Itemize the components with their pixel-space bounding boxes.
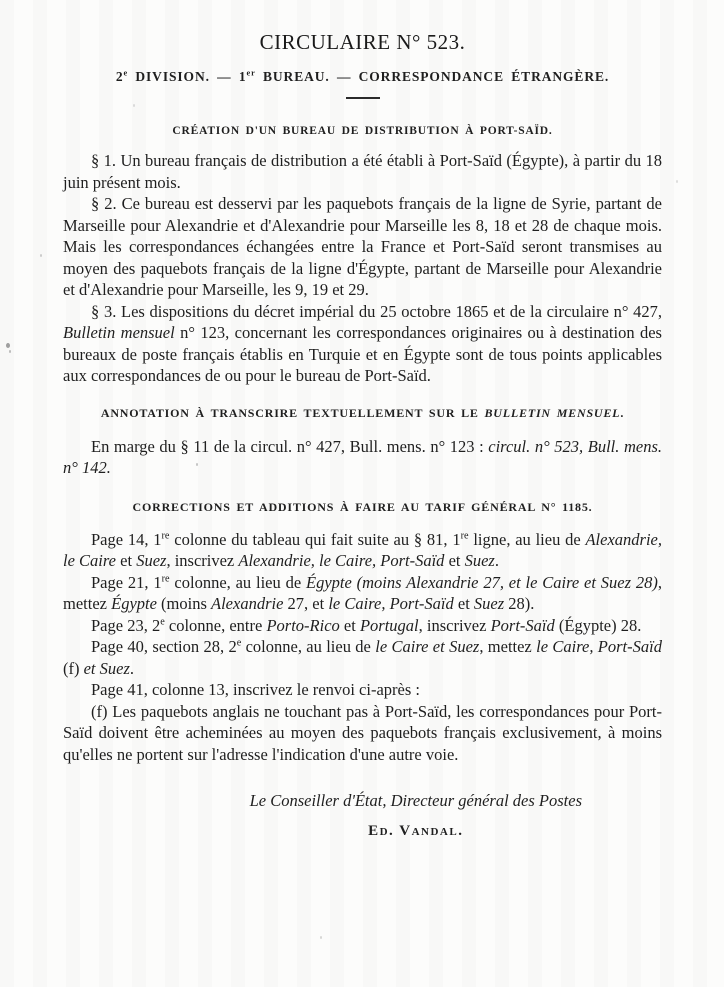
paragraph-correction-page-21: Page 21, 1re colonne, au lieu de Égypte (moins Alexandrie 27, et le Caire et Suez 28), mettez Égypte (moins Alexandrie 27, et le Caire, Port-Saïd et Suez 28). (63, 572, 662, 613)
signature-name: Ed. Vandal. (368, 823, 464, 839)
signature-block (250, 791, 582, 840)
paragraph-correction-page-41: Page 41, colonne 13, inscrivez le renvoi ci-après : (91, 680, 420, 699)
circular-title: CIRCULAIRE N° 523. (259, 30, 466, 54)
heading-creation-bureau: CRÉATION D'UN BUREAU DE DISTRIBUTION À PORT-SAÏD. (172, 125, 553, 137)
signature-role: Le Conseiller d'État, Directeur général des Postes (249, 791, 582, 810)
paragraph-article-3: § 3. Les dispositions du décret impérial du 25 octobre 1865 et de la circulaire n° 427, Bulletin mensuel n° 123, concernant les correspondances originaires ou à destination des bureaux de poste français établis en Turquie et en Égypte sont de tous points applicables aux correspondances de ou pour le bureau de Port-Saïd. (63, 301, 662, 385)
paragraph-article-1: § 1. Un bureau français de distribution a été établi à Port-Saïd (Égypte), à partir du 18 juin présent mois. (63, 151, 662, 192)
annotation-section (63, 436, 662, 479)
paragraph-correction-page-40: Page 40, section 28, 2e colonne, au lieu de le Caire et Suez, mettez le Caire, Port-Saïd (f) et Suez. (63, 637, 662, 678)
paragraph-correction-page-23: Page 23, 2e colonne, entre Porto-Rico et Portugal, inscrivez Port-Saïd (Égypte) 28. (91, 615, 642, 635)
scan-speck-marks (0, 0, 2, 3)
paragraph-correction-page-14: Page 14, 1re colonne du tableau qui fait suite au § 81, 1re ligne, au lieu de Alexandrie, le Caire et Suez, inscrivez Alexandrie, le Caire, Port-Saïd et Suez. (63, 529, 662, 570)
division-bureau-subtitle: 2e DIVISION. — 1er BUREAU. — CORRESPONDANCE ÉTRANGÈRE. (115, 68, 610, 84)
paragraph-footnote-f: (f) Les paquebots anglais ne touchant pas à Port-Saïd, les correspondances pour Port-Saïd doivent être acheminées au moyen des paquebots français exclusivement, à moins qu'elles ne portent sur l'adresse l'indication d'une autre voie. (63, 701, 662, 764)
divider-rule (346, 97, 380, 99)
heading-corrections: CORRECTIONS ET ADDITIONS À FAIRE AU TARIF GÉNÉRAL N° 1185. (132, 499, 593, 514)
heading-annotation: ANNOTATION À TRANSCRIRE TEXTUELLEMENT SUR LE BULLETIN MENSUEL. (100, 405, 625, 420)
corrections-section (63, 529, 662, 766)
paragraph-article-2: § 2. Ce bureau est desservi par les paquebots français de la ligne de Syrie, partant de Marseille pour Alexandrie et d'Alexandrie pour Marseille les 8, 18 et 28 de chaque mois. Mais les correspondances échangées entre la France et Port-Saïd seront transmises au moyen des paquebots français de la ligne d'Égypte, partant de Marseille pour Alexandrie et d'Alexandrie pour Marseille, les 9, 19 et 29. (63, 194, 662, 299)
paragraph-annotation: En marge du § 11 de la circul. n° 427, Bull. mens. n° 123 : circul. n° 523, Bull. mens. n° 142. (63, 436, 662, 477)
body-section (63, 150, 662, 387)
